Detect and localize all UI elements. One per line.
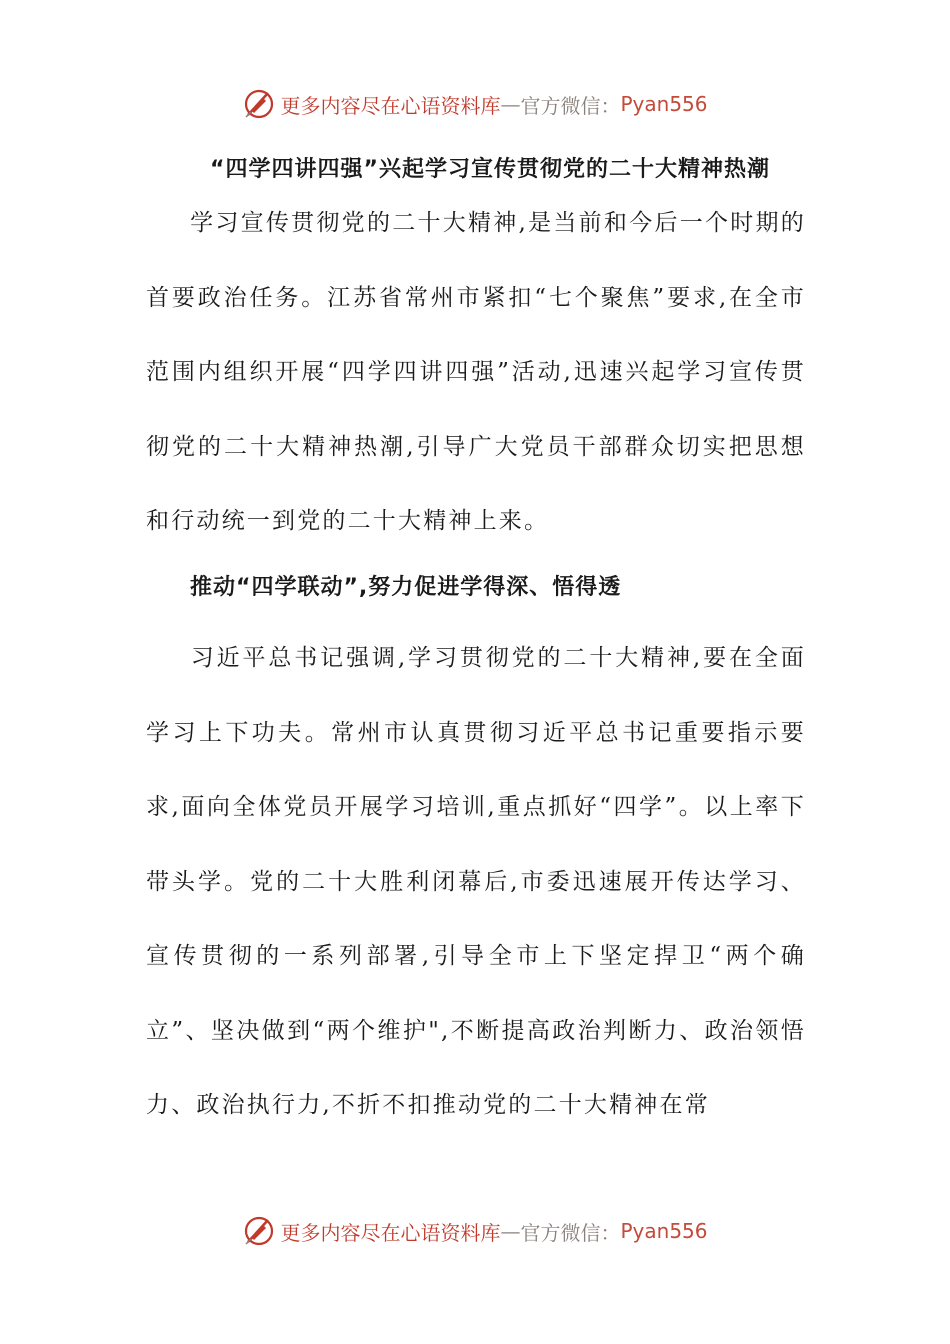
- pen-circle-icon: [242, 1214, 276, 1248]
- banner-separator: —: [500, 1219, 521, 1243]
- banner-wechat-id: Pyan556: [620, 1219, 708, 1243]
- banner-wechat-label: 官方微信：: [520, 93, 621, 118]
- banner-wechat-id: Pyan556: [620, 92, 708, 116]
- section-heading: 推动“四学联动”,努力促进学得深、悟得透: [190, 575, 622, 600]
- section-text: 习近平总书记强调,学习贯彻党的二十大精神,要在全面学习上下功夫。常州市认真贯彻习近平总书记重要指示要求,面向全体党员开展学习培训,重点抓好“四学”。以上率下带头学。党的二十大胜利闭幕后,市委迅速展开传达学习、宣传贯彻的一系列部署,引导全市上下坚定捍卫“两个确立”、坚决做到“两个维护",不断提高政治判断力、政治领悟力、政治执行力,不折不扣推动党的二十大精神在常: [146, 645, 806, 1118]
- banner-main-text: 更多内容尽在心语资料库: [280, 93, 501, 118]
- article-title: “四学四讲四强”兴起学习宣传贯彻党的二十大精神热潮: [210, 157, 770, 182]
- intro-paragraph: [146, 186, 806, 559]
- banner-separator: —: [500, 92, 521, 116]
- footer-banner: [0, 1211, 950, 1251]
- pen-circle-icon: [242, 87, 276, 121]
- intro-text: 学习宣传贯彻党的二十大精神,是当前和今后一个时期的首要政治任务。江苏省常州市紧扣“七个聚焦”要求,在全市范围内组织开展“四学四讲四强”活动,迅速兴起学习宣传贯彻党的二十大精神热潮,引导广大党员干部群众切实把思想和行动统一到党的二十大精神上来。: [146, 210, 806, 534]
- section-paragraph: [146, 621, 806, 1143]
- header-banner: [0, 84, 950, 124]
- banner-main-text: 更多内容尽在心语资料库: [280, 1220, 501, 1245]
- banner-wechat-label: 官方微信：: [520, 1220, 621, 1245]
